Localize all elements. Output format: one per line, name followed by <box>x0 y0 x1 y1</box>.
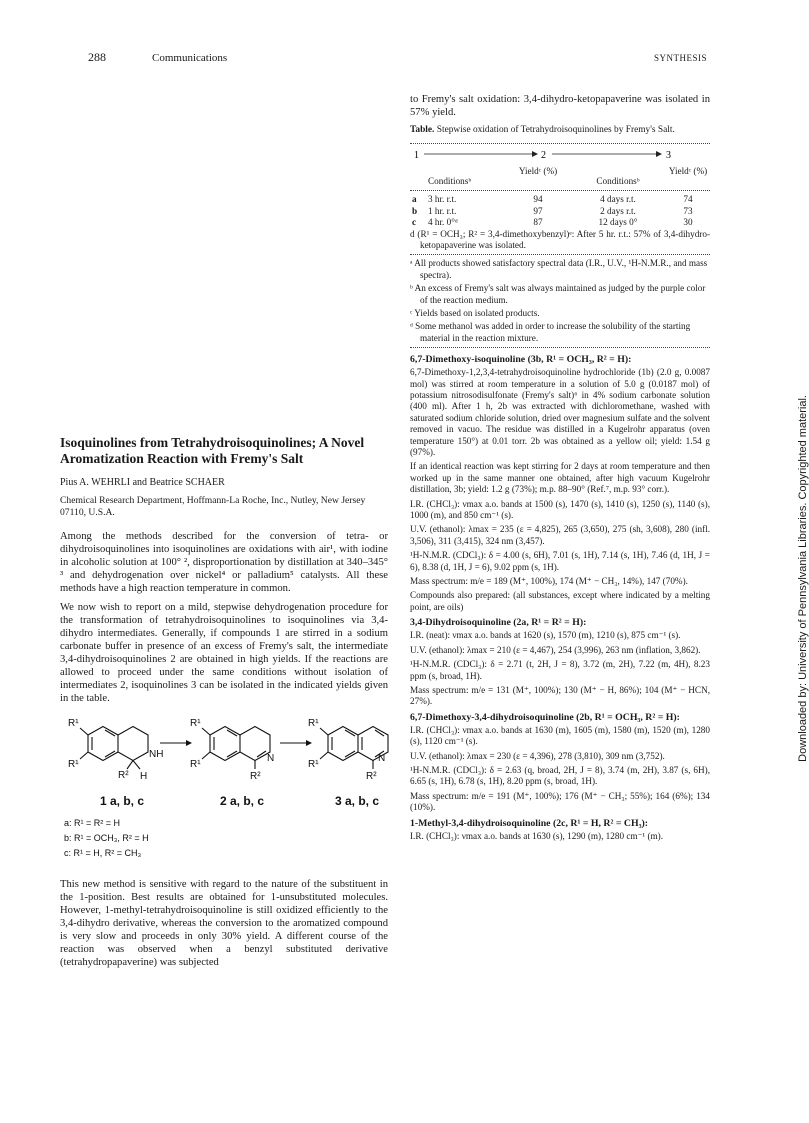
spectral-data: ¹H-N.M.R. (CDCl₃): δ = 4.00 (s, 6H), 7.01 (s, 1H), 7.14 (s, 1H), 7.46 (d, 1H, J = 6), 8.38 (d, 1H, J = 6), 9.02 ppm (s, 1H). <box>410 550 710 572</box>
data-table-body <box>410 194 710 229</box>
table-rule-top <box>410 143 710 144</box>
atom-label-r2: R² <box>366 771 377 782</box>
substituent-definition: c: R¹ = H, R² = CH₃ <box>64 848 142 858</box>
atom-label-r2: R² <box>118 770 129 781</box>
compound-heading: 3,4-Dihydroisoquinoline (2a, R¹ = R² = H): <box>410 617 587 629</box>
procedure-paragraph: 6,7-Dimethoxy-1,2,3,4-tetrahydroisoquinoline hydrochloride (1b) (2.0 g, 0.0087 mol) was stirred at room temperature in a solution of 5.0 g (0.0187 mol) of potassium nitrosodisulfonate (Fremy's salt)⁶ in 4% sodium carbonate solution (400 ml). After 1 h, 2b was extracted with dichloromethane, washed with saturated sodium chloride solution, dried over magnesium sulfate and the solvent removed in vacuo. The residue was distilled in a Kugelrohr apparatus (oven temperature 150°) at 0.01 torr. 2b was obtained as a yellow oil; yield: 1.54 g (97%). <box>410 367 710 457</box>
aromatic-bond <box>375 730 384 736</box>
author-affiliation: Chemical Research Department, Hoffmann-La Roche, Inc., Nutley, New Jersey 07110, U.S.A. <box>60 495 366 518</box>
right-column <box>410 93 710 845</box>
spectral-data: Mass spectrum: m/e = 131 (M⁺, 100%); 130 (M⁺ − H, 86%); 104 (M⁺ − HCN, 27%). <box>410 684 710 707</box>
spectral-data: I.R. (CHCl₃): νmax a.o. bands at 1630 (s), 1290 (m), 1280 cm⁻¹ (m). <box>410 830 664 841</box>
table-row <box>410 206 710 218</box>
table-header-cell: Conditionsᵇ <box>596 175 640 186</box>
atom-label-h: H <box>140 771 148 782</box>
table-cell: 87 <box>533 217 543 227</box>
table-footnote: ᵃ All products showed satisfactory spectral data (I.R., U.V., ¹H-N.M.R., and mass spectra). <box>410 258 708 280</box>
table-cell: 3 hr. r.t. <box>428 194 457 204</box>
spectral-data: Mass spectrum: m/e = 191 (M⁺, 100%); 176 (M⁺ − CH₃; 55%); 164 (6%); 134 (10%). <box>410 790 710 813</box>
substituent-definition: b: R¹ = OCH₃, R² = H <box>64 833 149 843</box>
table-rule-mid <box>410 190 710 191</box>
substituent-bond <box>133 761 140 770</box>
download-watermark: Downloaded by: University of Pennsylvania Libraries. Copyrighted material. <box>797 395 809 762</box>
reaction-scheme <box>60 713 388 868</box>
atom-label-r1: R¹ <box>190 759 201 770</box>
table-cell: 4 days r.t. <box>600 194 636 204</box>
compound-heading: 1-Methyl-3,4-dihydroisoquinoline (2c, R¹ = H, R² = CH₃): <box>410 817 649 829</box>
spectral-data: I.R. (CHCl₃): νmax a.o. bands at 1630 (m), 1605 (m), 1580 (m), 1520 (m), 1280 (s), 1120 cm⁻¹ (s). <box>410 724 710 747</box>
substituent-bond <box>202 752 210 759</box>
compound-label-1: 1 a, b, c <box>100 794 145 808</box>
compound-label-2: 2 a, b, c <box>220 794 265 808</box>
substituent-bond <box>320 752 328 759</box>
substituent-bond <box>80 752 88 759</box>
spectral-data: U.V. (ethanol): λmax = 210 (ε = 4,467), 254 (3,996), 263 nm (inflation, 3,862). <box>410 644 701 655</box>
table-footnote: ᵇ An excess of Fremy's salt was always maintained as judged by the purple color of the reaction medium. <box>410 283 706 305</box>
table-footnote: ᶜ Yields based on isolated products. <box>410 307 540 318</box>
atom-label-nh: NH <box>149 749 164 760</box>
table-cell: b <box>412 205 418 216</box>
substituent-bond <box>127 761 133 770</box>
table-header-row <box>410 166 710 188</box>
spectral-data: U.V. (ethanol): λmax = 230 (ε = 4,396), 278 (3,810), 309 nm (3,752). <box>410 750 665 761</box>
spectral-data: Mass spectrum: m/e = 189 (M⁺, 100%), 174 (M⁺ − CH₃, 14%), 147 (70%). <box>410 576 688 587</box>
arrow-label-2: 2 <box>541 149 546 161</box>
atom-label-r1: R¹ <box>68 759 79 770</box>
substituent-bond <box>202 728 210 735</box>
arrow-head-1 <box>532 151 538 157</box>
compound-label-3: 3 a, b, c <box>335 794 380 808</box>
substituent-definition: a: R¹ = R² = H <box>64 818 121 828</box>
atom-label-n: N <box>378 753 386 764</box>
body-paragraph: Among the methods described for the conversion of tetra- or dihydroisoquinolines into isoquinolines are oxidations with air¹, with iodine in alcoholic solution at 100° ², disproportionation by distillation at 340–345° ³ and dehydrogenation over nickel⁴ or palladium⁵ catalysts. All these methods have a high reaction temperature in common. <box>60 531 388 594</box>
body-paragraph: This new method is sensitive with regard to the nature of the substituent in the 1-position. Best results are obtained for 1-unsubstituted molecules. However, 1-methyl-tetrahydroisoquinoline is still oxidized efficiently to the 3,4-dihydro derivative, whereas the conversion to the aromatized compound is very slow and proceeds in only 30% yield. A different course of the reaction was observed when a benzyl substituted derivative (tetrahydropapaverine) was subjected <box>60 879 388 968</box>
article-title: Isoquinolines from Tetrahydroisoquinolines; A Novel Aromatization Reaction with Fremy's Salt <box>60 435 365 466</box>
arrow-head-2 <box>656 151 662 157</box>
table-row <box>410 217 710 229</box>
substituent-bond <box>320 728 328 735</box>
table-cell: 4 hr. 0°ᵈ <box>428 217 458 227</box>
journal-name: SYNTHESIS <box>653 53 707 63</box>
spectral-data: U.V. (ethanol): λmax = 235 (ε = 4,825), 265 (3,650), 275 (sh, 3,608), 280 (infl. 3,506), 311 (3,415), 324 nm (3,457). <box>410 524 710 546</box>
body-paragraph: We now wish to report on a mild, stepwise dehydrogenation procedure for the transformation of tetrahydroisoquinolines to isoquinolines via 3,4-dihydro intermediates. Generally, if compounds 1 are stirred in a sodium carbonate buffer in presence of an excess of Fremy's salt, the intermediate 3,4-dihydroisoquinolines 2 are obtained in high yields. If the reactions are allowed to proceed under the same conditions without isolation of intermediates 2, isoquinolines 3 can be isolated in the indicated yields given in the table. <box>60 602 388 704</box>
atom-label-r1: R¹ <box>68 718 79 729</box>
spectral-data: ¹H-N.M.R. (CDCl₃): δ = 2.63 (q, broad, 2H, J = 8), 3.74 (m, 2H), 3.87 (s, 6H), 6.65 (s, 1H), 6.78 (s, 1H), 8.20 ppm (s, broad, 1H). <box>410 764 710 787</box>
atom-label-r1: R¹ <box>308 759 319 770</box>
table-caption-text: Stepwise oxidation of Tetrahydroisoquinolines by Fremy's Salt. <box>436 125 675 135</box>
table-rule-bottom <box>410 254 710 255</box>
table-cell: 94 <box>533 194 543 204</box>
arrow-label-1: 1 <box>414 149 419 161</box>
scheme-arrow-head-1 <box>186 740 192 746</box>
spectral-data: I.R. (neat): νmax a.o. bands at 1620 (s), 1570 (m), 1210 (s), 875 cm⁻¹ (s). <box>410 630 681 641</box>
compounds-also-note: Compounds also prepared: (all substances, except where indicated by a melting point, are oils) <box>410 590 710 612</box>
spectral-data: ¹H-N.M.R. (CDCl₃): δ = 2.71 (t, 2H, J = 8), 3.72 (m, 2H), 7.22 (m, 4H), 8.23 ppm (s, broad, 1H). <box>410 659 710 681</box>
spectral-data: I.R. (CHCl₃): νmax a.o. bands at 1500 (s), 1470 (s), 1410 (s), 1250 (s), 1140 (s), 1000 (m), and 850 cm⁻¹ (s). <box>410 498 710 521</box>
table-row <box>410 194 710 206</box>
table-footnote: ᵈ Some methanol was added in order to increase the solubility of the starting material in the reaction mixture. <box>410 321 691 343</box>
piperidine-ring-1 <box>118 727 148 761</box>
data-table <box>410 166 710 188</box>
table-cell: 97 <box>533 205 543 216</box>
footnote-rule <box>410 347 710 348</box>
table-header-cell: Conditionsᵇ <box>428 175 472 186</box>
arrow-label-3: 3 <box>666 149 671 161</box>
dihydro-ring-2 <box>240 727 270 761</box>
left-column <box>60 435 388 975</box>
page-number: 288 <box>88 50 106 64</box>
compound-heading: 6,7-Dimethoxy-isoquinoline (3b, R¹ = OCH₃, R² = H): <box>410 354 632 366</box>
table-cell: a <box>412 194 417 204</box>
table-caption-label: Table. <box>410 125 435 135</box>
reaction-scheme-drawing <box>60 713 388 863</box>
table-caption <box>410 125 710 137</box>
table-cell: c <box>412 217 417 227</box>
atom-label-r1: R¹ <box>308 718 319 729</box>
procedure-paragraph: If an identical reaction was kept stirring for 2 days at room temperature and then worked up in the same manner one obtained, after high vacuum Kugelrohr distillation, 3b; yield: 1.2 g (73%); m.p. 88–90° (Ref.⁷, m.p. 93° corr.). <box>410 461 710 495</box>
scheme-arrow-head-2 <box>306 740 312 746</box>
table-cell: 12 days 0° <box>598 217 638 227</box>
table-header-cell <box>410 166 426 188</box>
atom-label-r1: R¹ <box>190 718 201 729</box>
atom-label-r2: R² <box>250 771 261 782</box>
substituent-bond <box>80 728 88 735</box>
section-title: Communications <box>152 52 228 64</box>
table-header-cell: Yieldᶜ (%) <box>518 165 558 176</box>
atom-label-n: N <box>267 753 275 764</box>
table-cell: 2 days r.t. <box>600 205 636 216</box>
table-row-d: d (R¹ = OCH₃; R² = 3,4-dimethoxybenzyl)ᵉ: After 5 hr. r.t.: 57% of 3,4-dihydro-ketopapaverine was isolated. <box>410 228 710 250</box>
table-cell: 73 <box>683 205 693 216</box>
table-cell: 1 hr. r.t. <box>428 205 457 216</box>
imine-double-bond <box>257 751 266 757</box>
article-authors: Pius A. WEHRLI and Beatrice SCHAER <box>60 477 225 488</box>
compound-heading: 6,7-Dimethoxy-3,4-dihydroisoquinoline (2b, R¹ = OCH₃, R² = H): <box>410 711 680 723</box>
continued-text: to Fremy's salt oxidation: 3,4-dihydro-ketopapaverine was isolated in 57% yield. <box>410 94 710 118</box>
reaction-arrow-row <box>410 147 710 161</box>
table-cell: 74 <box>683 194 693 204</box>
table-cell: 30 <box>683 217 693 227</box>
table-header-cell: Yieldᶜ (%) <box>668 165 708 176</box>
